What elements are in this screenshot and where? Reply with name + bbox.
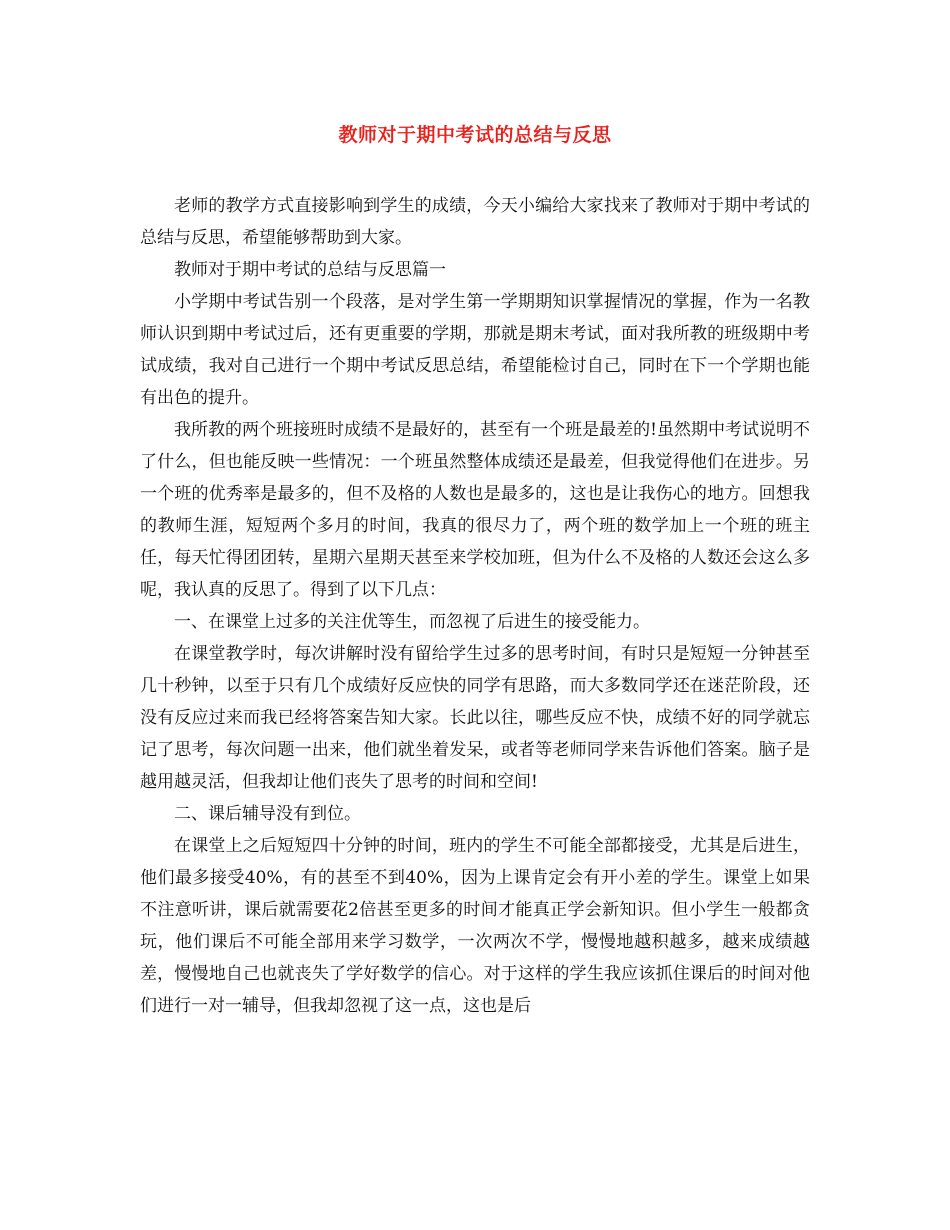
document-body xyxy=(140,190,810,1022)
paragraph: 在课堂教学时，每次讲解时没有留给学生过多的思考时间，有时只是短短一分钟甚至几十秒钟，以至于只有几个成绩好反应快的同学有思路，而大多数同学还在迷茫阶段，还没有反应过来而我已经将答案告知大家。长此以往，哪些反应不快，成绩不好的同学就忘记了思考，每次问题一出来，他们就坐着发呆，或者等老师同学来告诉他们答案。脑子是越用越灵活，但我却让他们丧失了思考的时间和空间! xyxy=(140,644,810,792)
paragraph-section-heading: 教师对于期中考试的总结与反思篇一 xyxy=(174,260,446,280)
paragraph-point-one: 一、在课堂上过多的关注优等生，而忽视了后进生的接受能力。 xyxy=(174,612,650,632)
paragraph: 我所教的两个班接班时成绩不是最好的，甚至有一个班是最差的!虽然期中考试说明不了什么，但也能反映一些情况：一个班虽然整体成绩还是最差，但我觉得他们在进步。另一个班的优秀率是最多的，但不及格的人数也是最多的，这也是让我伤心的地方。回想我的教师生涯，短短两个多月的时间，我真的很尽力了，两个班的数学加上一个班的班主任，每天忙得团团转，星期六星期天甚至来学校加班，但为什么不及格的人数还会这么多呢，我认真的反思了。得到了以下几点： xyxy=(140,420,810,600)
document-title: 教师对于期中考试的总结与反思 xyxy=(338,124,612,146)
paragraph-point-two: 二、课后辅导没有到位。 xyxy=(174,804,361,824)
paragraph: 小学期中考试告别一个段落，是对学生第一学期期知识掌握情况的掌握，作为一名教师认识到期中考试过后，还有更重要的学期，那就是期末考试，面对我所教的班级期中考试成绩，我对自己进行一个期中考试反思总结，希望能检讨自己，同时在下一个学期也能有出色的提升。 xyxy=(140,292,810,408)
paragraph: 在课堂上之后短短四十分钟的时间，班内的学生不可能全部都接受，尤其是后进生，他们最多接受40%，有的甚至不到40%，因为上课肯定会有开小差的学生。课堂上如果不注意听讲，课后就需要花2倍甚至更多的时间才能真正学会新知识。但小学生一般都贪玩，他们课后不可能全部用来学习数学，一次两次不学，慢慢地越积越多，越来成绩越差，慢慢地自己也就丧失了学好数学的信心。对于这样的学生我应该抓住课后的时间对他们进行一对一辅导，但我却忽视了这一点，这也是后 xyxy=(140,836,810,1016)
paragraph-intro: 老师的教学方式直接影响到学生的成绩，今天小编给大家找来了教师对于期中考试的总结与反思，希望能够帮助到大家。 xyxy=(140,196,810,248)
